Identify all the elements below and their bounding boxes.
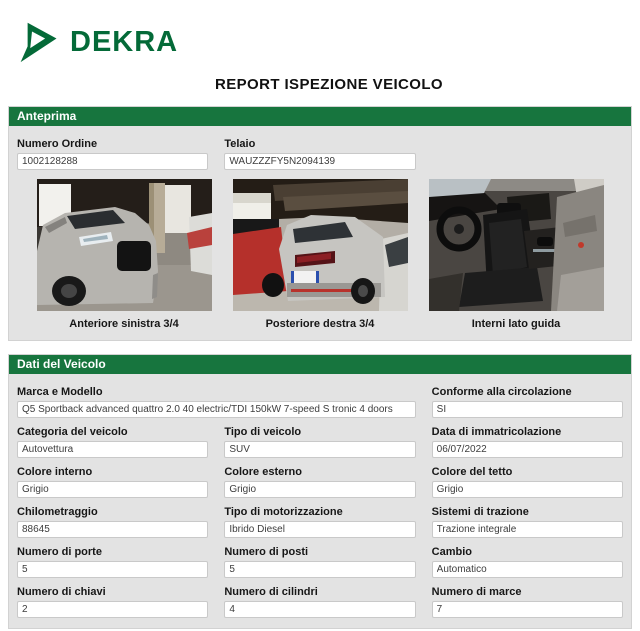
tipo-veicolo-label: Tipo di veicolo (224, 426, 302, 438)
colore-tetto-input[interactable] (432, 481, 623, 498)
anteprima-section (8, 106, 632, 341)
anteprima-fields (17, 132, 623, 170)
dekra-logo-text: DEKRA (70, 25, 179, 58)
dekra-logo (18, 22, 640, 62)
numero-ordine-label: Numero Ordine (17, 138, 98, 150)
field-cambio (432, 540, 623, 578)
interior-photo-illustration (429, 179, 604, 311)
anteprima-body (9, 126, 631, 340)
numero-chiavi-label: Numero di chiavi (17, 586, 106, 598)
field-numero-marce (432, 580, 623, 618)
colore-esterno-input[interactable] (224, 481, 415, 498)
field-colore-interno (17, 460, 208, 498)
field-tipo-veicolo (224, 420, 415, 458)
dekra-arrow-icon (18, 21, 60, 63)
numero-porte-input[interactable] (17, 561, 208, 578)
field-numero-ordine (17, 132, 208, 170)
chilometraggio-label: Chilometraggio (17, 506, 98, 518)
colore-interno-input[interactable] (17, 481, 208, 498)
marca-modello-input[interactable] (17, 401, 416, 418)
numero-posti-input[interactable] (224, 561, 415, 578)
telaio-label: Telaio (224, 138, 256, 150)
field-numero-posti (224, 540, 415, 578)
field-telaio (224, 132, 415, 170)
field-data-immatricolazione (432, 420, 623, 458)
colore-tetto-label: Colore del tetto (431, 466, 513, 478)
field-categoria-veicolo (17, 420, 208, 458)
dati-veicolo-section (8, 354, 632, 629)
vehicle-photo-front-left-thumbnail[interactable] (37, 179, 212, 311)
photo-front-left-caption: Anteriore sinistra 3/4 (69, 318, 179, 330)
numero-cilindri-label: Numero di cilindri (224, 586, 318, 598)
tipo-motorizzazione-label: Tipo di motorizzazione (224, 506, 343, 518)
numero-posti-label: Numero di posti (224, 546, 309, 558)
photo-rear-right-caption: Posteriore destra 3/4 (265, 318, 375, 330)
vehicle-photos (17, 179, 623, 330)
field-chilometraggio (17, 500, 208, 538)
header (0, 0, 640, 93)
dati-veicolo-section-header: Dati del Veicolo (9, 355, 631, 374)
data-immatricolazione-input[interactable] (432, 441, 623, 458)
field-numero-porte (17, 540, 208, 578)
field-colore-tetto (432, 460, 623, 498)
photo-interior (429, 179, 604, 330)
tipo-motorizzazione-input[interactable] (224, 521, 415, 538)
field-marca-modello (17, 380, 416, 418)
categoria-veicolo-label: Categoria del veicolo (17, 426, 128, 438)
conforme-circolazione-label: Conforme alla circolazione (431, 386, 572, 398)
field-sistemi-trazione (432, 500, 623, 538)
chilometraggio-input[interactable] (17, 521, 208, 538)
photo-front-left (37, 179, 212, 330)
data-immatricolazione-label: Data di immatricolazione (431, 426, 562, 438)
cambio-input[interactable] (432, 561, 623, 578)
numero-marce-label: Numero di marce (431, 586, 522, 598)
tipo-veicolo-input[interactable] (224, 441, 415, 458)
field-colore-esterno (224, 460, 415, 498)
front-left-photo-illustration (37, 179, 212, 311)
conforme-circolazione-input[interactable] (432, 401, 623, 418)
numero-chiavi-input[interactable] (17, 601, 208, 618)
page-title: REPORT ISPEZIONE VEICOLO (215, 76, 443, 93)
field-numero-chiavi (17, 580, 208, 618)
anteprima-section-header: Anteprima (9, 107, 631, 126)
numero-porte-label: Numero di porte (17, 546, 102, 558)
numero-cilindri-input[interactable] (224, 601, 415, 618)
colore-interno-label: Colore interno (17, 466, 93, 478)
categoria-veicolo-input[interactable] (17, 441, 208, 458)
colore-esterno-label: Colore esterno (224, 466, 302, 478)
numero-marce-input[interactable] (432, 601, 623, 618)
marca-modello-label: Marca e Modello (17, 386, 103, 398)
vehicle-photo-rear-right-thumbnail[interactable] (233, 179, 408, 311)
sistemi-trazione-input[interactable] (432, 521, 623, 538)
vehicle-photo-interior-thumbnail[interactable] (429, 179, 604, 311)
field-conforme-circolazione (432, 380, 623, 418)
numero-ordine-input[interactable] (17, 153, 208, 170)
photo-rear-right (233, 179, 408, 330)
cambio-label: Cambio (431, 546, 472, 558)
telaio-input[interactable] (224, 153, 415, 170)
photo-interior-caption: Interni lato guida (471, 318, 561, 330)
field-tipo-motorizzazione (224, 500, 415, 538)
dati-veicolo-body (9, 374, 631, 628)
rear-right-photo-illustration (233, 179, 408, 311)
field-numero-cilindri (224, 580, 415, 618)
sistemi-trazione-label: Sistemi di trazione (431, 506, 529, 518)
